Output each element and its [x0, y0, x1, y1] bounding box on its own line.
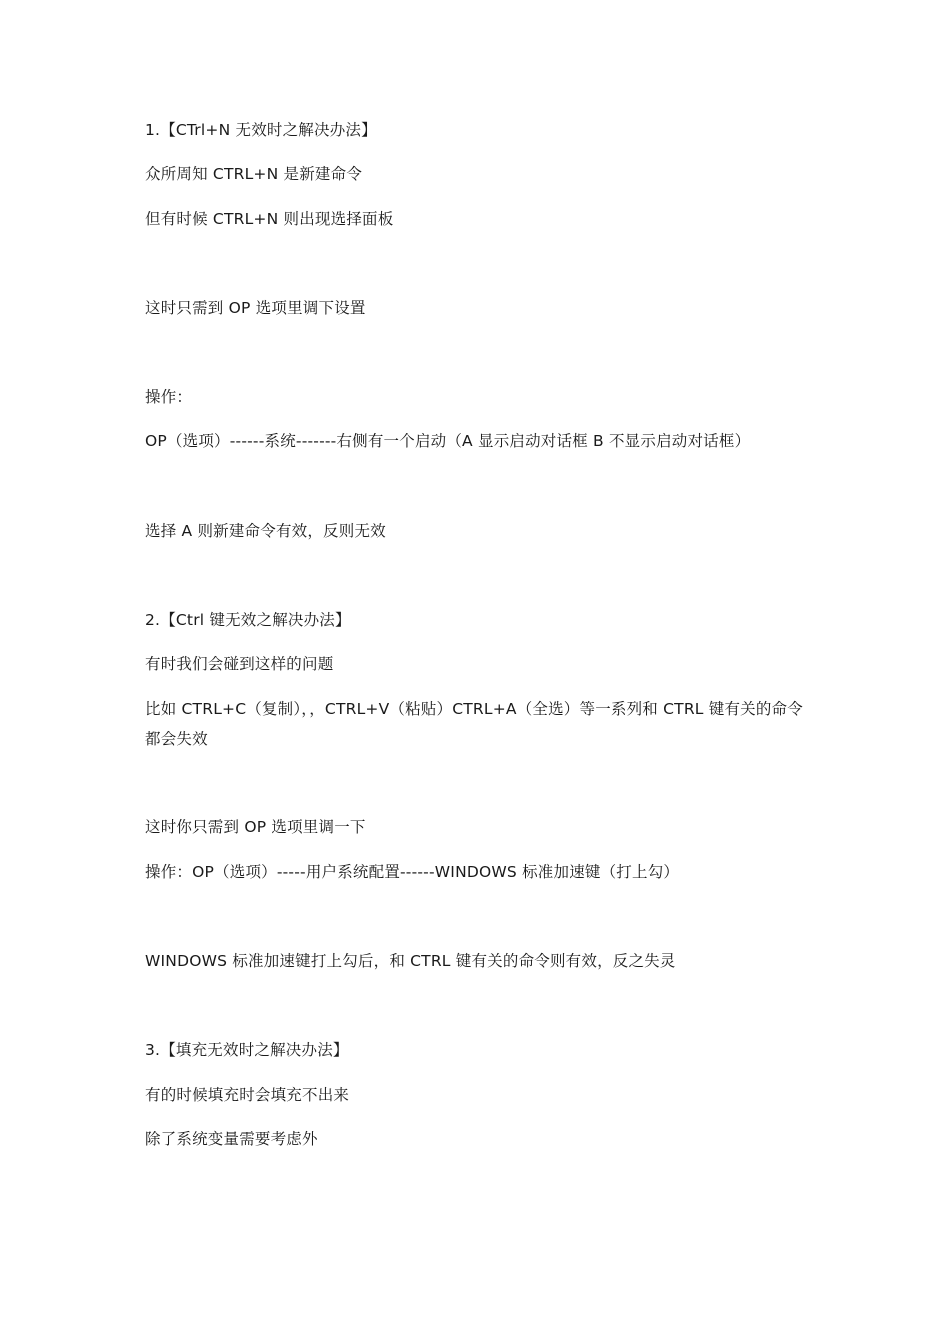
paragraph: WINDOWS 标准加速键打上勾后，和 CTRL 键有关的命令则有效，反之失灵 [145, 952, 676, 970]
paragraph: 众所周知 CTRL+N 是新建命令 [145, 165, 363, 183]
section-2-heading: 2.【Ctrl 键无效之解决办法】 [145, 611, 351, 629]
paragraph: 除了系统变量需要考虑外 [145, 1130, 318, 1148]
section-1-heading: 1.【CTrl+N 无效时之解决办法】 [145, 121, 377, 139]
paragraph: 比如 CTRL+C（复制），，CTRL+V（粘贴）CTRL+A（全选）等一系列和 CTRL 键有关的命令都会失效 [145, 700, 803, 748]
paragraph: 选择 A 则新建命令有效，反则无效 [145, 522, 386, 540]
paragraph: 有时我们会碰到这样的问题 [145, 655, 334, 673]
paragraph: 操作：OP（选项）-----用户系统配置------WINDOWS 标准加速键（打上勾） [145, 863, 680, 881]
paragraph: 操作： [145, 388, 193, 406]
paragraph: 这时只需到 OP 选项里调下设置 [145, 299, 366, 317]
paragraph: 这时你只需到 OP 选项里调一下 [145, 818, 366, 836]
paragraph: 但有时候 CTRL+N 则出现选择面板 [145, 210, 394, 228]
paragraph: 有的时候填充时会填充不出来 [145, 1086, 350, 1104]
paragraph: OP（选项）------系统-------右侧有一个启动（A 显示启动对话框 B 不显示启动对话框） [145, 432, 751, 450]
section-3-heading: 3.【填充无效时之解决办法】 [145, 1041, 349, 1059]
